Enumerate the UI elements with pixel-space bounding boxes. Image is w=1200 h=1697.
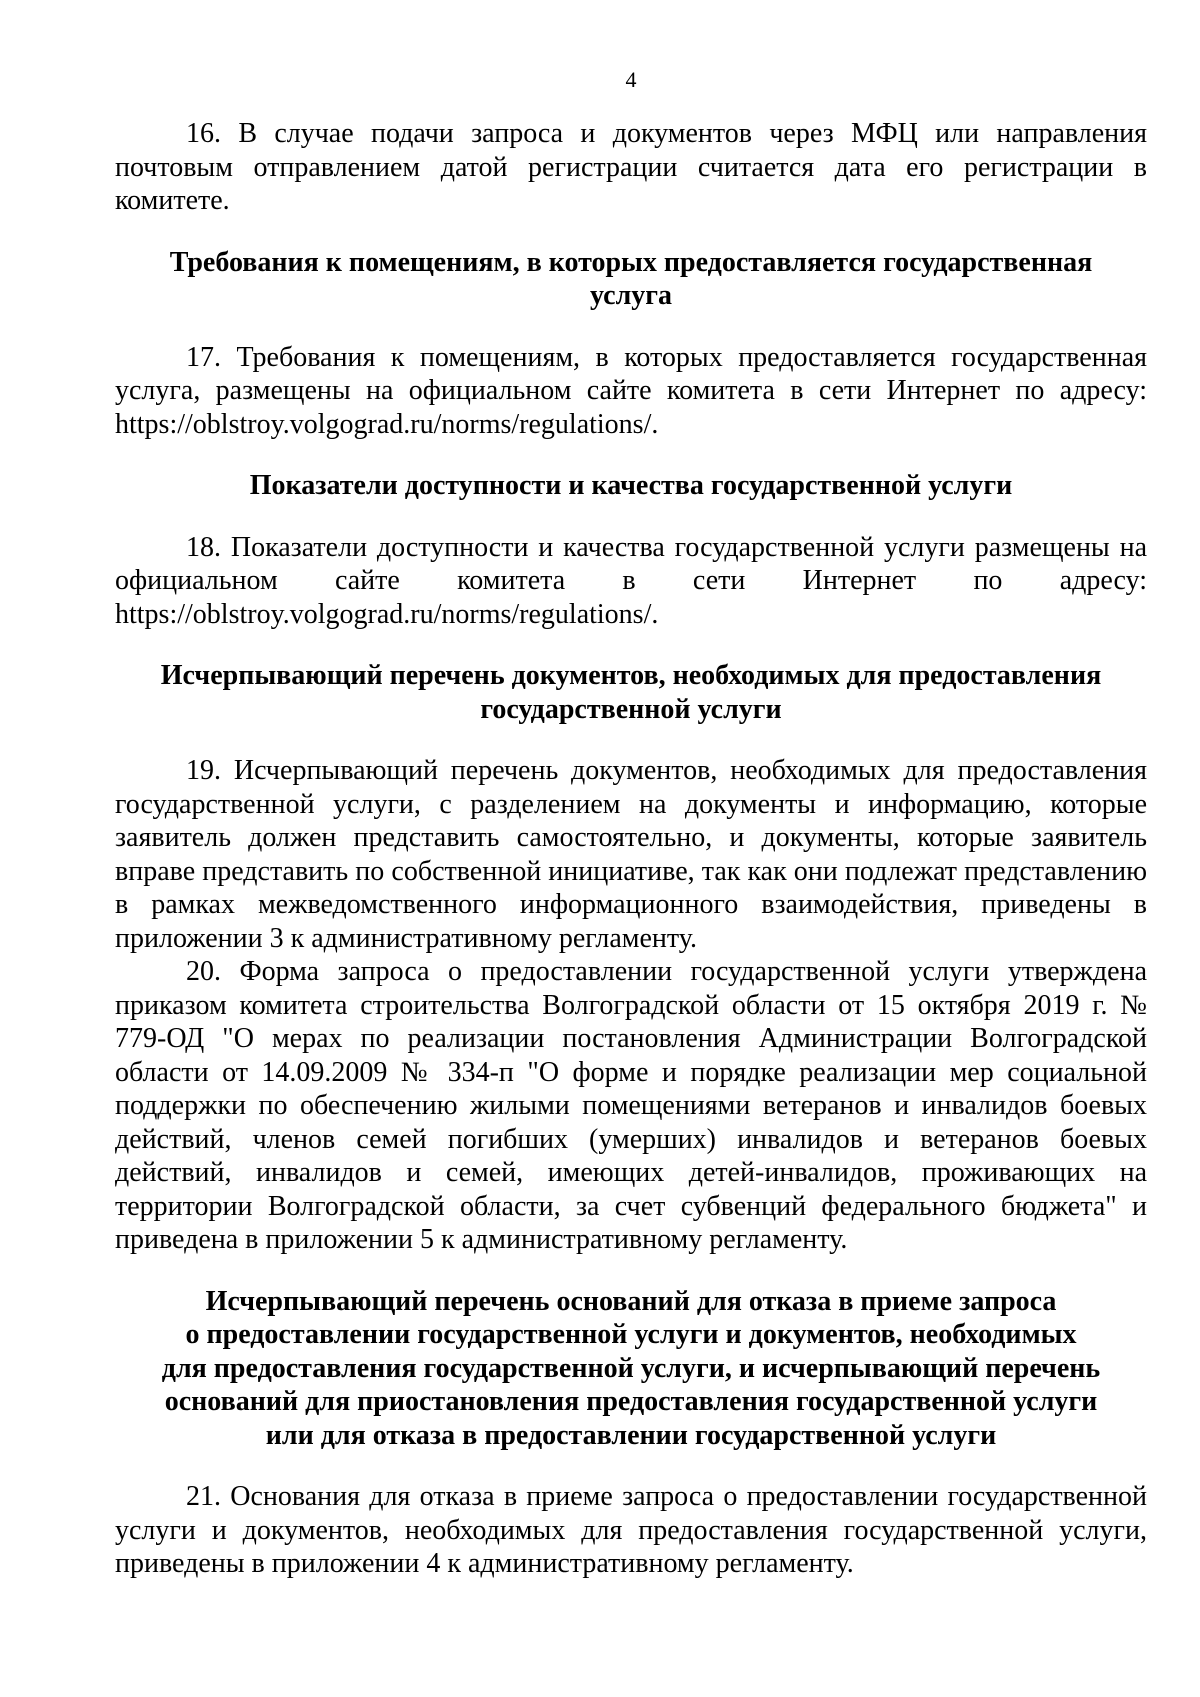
heading-line: Показатели доступности и качества государственной услуги	[249, 470, 1013, 501]
paragraph-17: 17. Требования к помещениям, в которых предоставляется государственная услуга, размещены на официальном сайте комитета в сети Интернет по адресу: https://oblstroy.volgograd.ru/norms/regulations/.	[115, 341, 1147, 440]
section-heading-quality-indicators	[115, 469, 1147, 503]
section-heading-refusal-grounds	[115, 1285, 1147, 1453]
paragraph-18: 18. Показатели доступности и качества государственной услуги размещены на официальном сайте комитета в сети Интернет по адресу: https://oblstroy.volgograd.ru/norms/regulations/.	[115, 531, 1147, 630]
document-page	[115, 0, 1147, 1697]
heading-line: оснований для приостановления предоставления государственной услуги	[164, 1386, 1098, 1417]
paragraph-19: 19. Исчерпывающий перечень документов, необходимых для предоставления государственной услуги, с разделением на документы и информацию, которые заявитель должен представить самостоятельно, и документы, которые заявитель вправе представить по собственной инициативе, так как они подлежат представлению в рамках межведомственного информационного взаимодействия, приведены в приложении 3 к административному регламенту.	[115, 755, 1147, 954]
paragraph-20: 20. Форма запроса о предоставлении государственной услуги утверждена приказом комитета строительства Волгоградской области от 15 октября 2019 г. № 779-ОД "О мерах по реализации постановления Администрации Волгоградской области от 14.09.2009 № 334-п "О форме и порядке реализации мер социальной поддержки по обеспечению жилыми помещениями ветеранов и инвалидов боевых действий, членов семей погибших (умерших) инвалидов и ветеранов боевых действий, инвалидов и семей, имеющих детей-инвалидов, проживающих на территории Волгоградской области, за счет субвенций федерального бюджета" и приведена в приложении 5 к административному регламенту.	[115, 956, 1147, 1255]
heading-line: для предоставления государственной услуги, и исчерпывающий перечень	[161, 1352, 1101, 1384]
heading-line: или для отказа в предоставлении государственной услуги	[265, 1419, 997, 1451]
page-number: 4	[625, 67, 637, 92]
document-body	[115, 117, 1147, 1581]
section-heading-premises	[115, 246, 1147, 313]
heading-line: государственной услуги	[480, 693, 782, 725]
paragraph-21: 21. Основания для отказа в приеме запроса о предоставлении государственной услуги и документов, необходимых для предоставления государственной услуги, приведены в приложении 4 к административному регламенту.	[115, 1481, 1147, 1579]
heading-line: Исчерпывающий перечень оснований для отказа в приеме запроса	[205, 1285, 1057, 1317]
heading-line: услуга	[590, 280, 672, 311]
section-heading-documents-list	[115, 659, 1147, 726]
heading-line: о предоставлении государственной услуги и документов, необходимых	[185, 1319, 1077, 1350]
paragraph-16: 16. В случае подачи запроса и документов через МФЦ или направления почтовым отправлением датой регистрации считается дата его регистрации в комитете.	[115, 118, 1147, 216]
heading-line: Исчерпывающий перечень документов, необходимых для предоставления	[160, 660, 1102, 691]
heading-line: Требования к помещениям, в которых предоставляется государственная	[169, 246, 1093, 278]
